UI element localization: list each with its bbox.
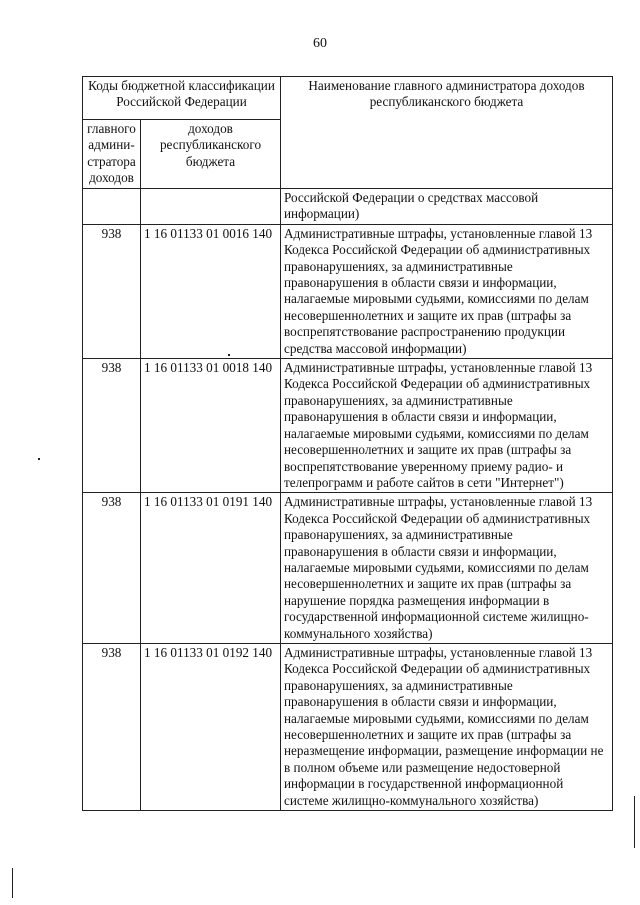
table-row xyxy=(83,359,613,493)
scan-speck xyxy=(228,354,230,356)
row-name: Российской Федерации о средствах массовой информации) xyxy=(281,189,613,225)
scan-margin-line xyxy=(634,796,635,848)
row-admin-code xyxy=(83,189,141,225)
scan-margin-line xyxy=(12,868,13,898)
row-admin-code: 938 xyxy=(83,359,141,493)
table-header-row xyxy=(83,77,613,120)
table-row xyxy=(83,493,613,644)
page-number: 60 xyxy=(313,36,327,51)
header-admin-column: главного админи-стратора доходов xyxy=(83,120,141,189)
row-admin-code: 938 xyxy=(83,493,141,644)
row-name: Административные штрафы, установленные главой 13 Кодекса Российской Федерации об административных правонарушениях, за административные правонарушения в области связи и информации, налагаемые мировыми судьями, комиссиями по делам несовершеннолетних и защите их прав (штрафы за неразмещение информации, размещение информации не в полном объеме или размещение недостоверной информации в государственной информационной системе жилищно-коммунального хозяйства) xyxy=(281,643,613,810)
budget-classification-table xyxy=(82,76,613,811)
row-admin-code: 938 xyxy=(83,643,141,810)
table-row xyxy=(83,224,613,358)
scan-speck xyxy=(38,458,40,460)
header-name-column: Наименование главного администратора доходов республиканского бюджета xyxy=(281,77,613,189)
table-row xyxy=(83,189,613,225)
row-name: Административные штрафы, установленные главой 13 Кодекса Российской Федерации об административных правонарушениях, за административные правонарушения в области связи и информации, налагаемые мировыми судьями, комиссиями по делам несовершеннолетних и защите их прав (штрафы за воспрепятствование распространению продукции средства массовой информации) xyxy=(281,224,613,358)
row-income-code xyxy=(141,189,281,225)
header-codes-group: Коды бюджетной классификации Российской Федерации xyxy=(83,77,281,120)
row-name: Административные штрафы, установленные главой 13 Кодекса Российской Федерации об административных правонарушениях, за административные правонарушения в области связи и информации, налагаемые мировыми судьями, комиссиями по делам несовершеннолетних и защите их прав (штрафы за нарушение порядка размещения информации в государственной информационной системе жилищно-коммунального хозяйства) xyxy=(281,493,613,644)
header-income-column: доходов республиканского бюджета xyxy=(141,120,281,189)
row-admin-code: 938 xyxy=(83,224,141,358)
row-income-code: 1 16 01133 01 0016 140 xyxy=(141,224,281,358)
row-income-code: 1 16 01133 01 0191 140 xyxy=(141,493,281,644)
row-name: Административные штрафы, установленные главой 13 Кодекса Российской Федерации об административных правонарушениях, за административные правонарушения в области связи и информации, налагаемые мировыми судьями, комиссиями по делам несовершеннолетних и защите их прав (штрафы за воспрепятствование уверенному приему радио- и телепрограмм и работе сайтов в сети "Интернет") xyxy=(281,359,613,493)
table-row xyxy=(83,643,613,810)
row-income-code: 1 16 01133 01 0018 140 xyxy=(141,359,281,493)
row-income-code: 1 16 01133 01 0192 140 xyxy=(141,643,281,810)
